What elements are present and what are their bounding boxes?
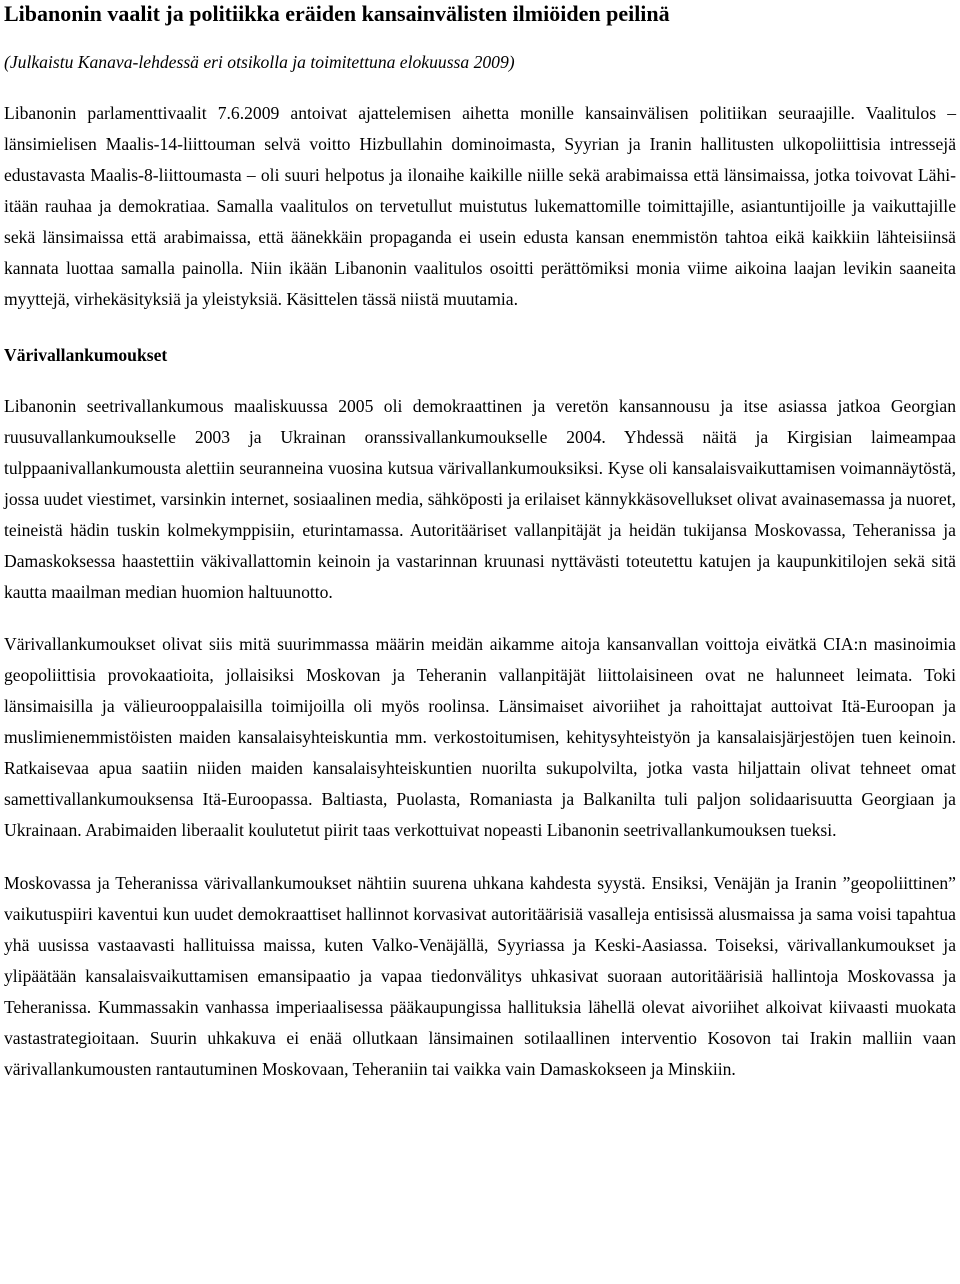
document-subtitle: (Julkaistu Kanava-lehdessä eri otsikolla ja toimitettuna elokuussa 2009) <box>4 52 515 72</box>
body-paragraph: Värivallankumoukset olivat siis mitä suurimmassa määrin meidän aikamme aitoja kansanvallan voittoja eivätkä CIA:n masinoimia geopoliittisia provokaatioita, jollaisiksi Moskovan ja Teheranin vallanpitäjät liittolaisineen ovat ne halunneet leimata. Toki länsimaisilla ja välieurooppalaisilla toimijoilla oli myös roolinsa. Länsimaiset aivoriihet ja rahoittajat auttoivat Itä-Euroopan ja muslimienemmistöisten maiden kansalaisyhteiskuntia mm. verkostoitumisen, kehitysyhteistyön ja kansalaisjärjestöjen tuen keinoin. Ratkaisevaa apua saatiin niiden maiden kansalaisyhteiskuntien nuorilta sukupolvilta, jotka vasta hiljattain olivat tehneet omat samettivallankumouksensa Itä-Euroopassa. Baltiasta, Puolasta, Romaniasta ja Balkanilta tuli paljon solidaarisuutta Georgiaan ja Ukrainaan. Arabimaiden liberaalit koulutetut piirit taas verkottuivat nopeasti Libanonin seetrivallankumouksen tueksi. <box>4 634 956 840</box>
intro-body-text: Vaalitulos – länsimielisen Maalis-14-liittouman selvä voitto Hizbullahin dominoimasta, Syyrian ja Iranin hallitusten ulkopoliittisia intressejä edustavasta Maalis-8-liittoumasta – oli suuri helpotus ja ilonaihe kaikille niille sekä arabimaissa että länsimaissa, jotka toivovat Lähi-itään rauhaa ja demokratiaa. Samalla vaalitulos on tervetullut muistutus lukemattomille toimittajille, asiantuntijoille ja vaikuttajille sekä länsimaissa että arabimaissa, että äänekkäin propaganda ei usein edusta kansan enemmistön tahtoa eikä kaikkiin lähteisiinsä kannata luottaa samalla painolla. Niin ikään Libanonin vaalitulos osoitti perättömiksi monia viime aikoina laajan levikin saaneita myyttejä, virhekäsityksiä ja yleistyksiä. Käsittelen tässä niistä muutamia. <box>4 103 956 309</box>
intro-lead-text: Libanonin parlamenttivaalit 7.6.2009 antoivat ajattelemisen aihetta monille kansainvälisen politiikan seuraajille. <box>4 103 855 123</box>
body-paragraph: Libanonin seetrivallankumous maaliskuussa 2005 oli demokraattinen ja veretön kansannousu ja itse asiassa jatkoa Georgian ruusuvallankumoukselle 2003 ja Ukrainan oranssivallankumoukselle 2004. Yhdessä näitä ja Kirgisian laimeampaa tulppaanivallankumousta alettiin seuranneina vuosina kutsua värivallankumouksiksi. Kyse oli kansalaisvaikuttamisen voimannäytöstä, jossa uudet viestimet, varsinkin internet, sosiaalinen media, sähköposti ja erilaiset kännykkäsovellukset olivat avainasemassa ja nuoret, teineistä hädin tuskin kolmekymppisiin, eturintamassa. Autoritääriset vallanpitäjät ja heidän tukijansa Moskovassa, Teheranissa ja Damaskoksessa haastettiin väkivallattomin keinoin ja vastarinnan kruunasi nyttävästi toteutettu katujen ja kaupunkitilojen sekä sitä kautta maailman median huomion haltuunotto. <box>4 396 956 602</box>
body-paragraph: Moskovassa ja Teheranissa värivallankumoukset nähtiin suurena uhkana kahdesta syystä. Ensiksi, Venäjän ja Iranin ”geopoliittinen” vaikutuspiiri kaventui kun uudet demokraattiset hallinnot korvasivat autoritäärisiä vasalleja entisissä alusmaissa ja sama voisi tapahtua yhä uusissa vastaavasti hallituissa maissa, kuten Valko-Venäjällä, Syyriassa ja Keski-Aasiassa. Toiseksi, värivallankumoukset ja ylipäätään kansalaisvaikuttamisen emansipaatio ja vapaa tiedonvälitys uhkasivat suoraan autoritäärisiä hallintoja Moskovassa ja Teheranissa. Kummassakin vanhassa imperiaalisessa pääkaupungissa hallituksia lähellä olevat aivoriihet alkoivat kiivaasti muokata vastastrategioitaan. Suurin uhkakuva ei enää ollutkaan länsimainen sotilaallinen interventio Kosovon tai Irakin malliin vaan värivallankumousten rantautuminen Moskovaan, Teheraniin tai vaikka vain Damaskokseen ja Minskiin. <box>4 873 956 1079</box>
document-title: Libanonin vaalit ja politiikka eräiden kansainvälisten ilmiöiden peilinä <box>4 1 670 26</box>
intro-paragraph <box>4 73 956 315</box>
section-heading: Värivallankumoukset <box>4 345 168 365</box>
